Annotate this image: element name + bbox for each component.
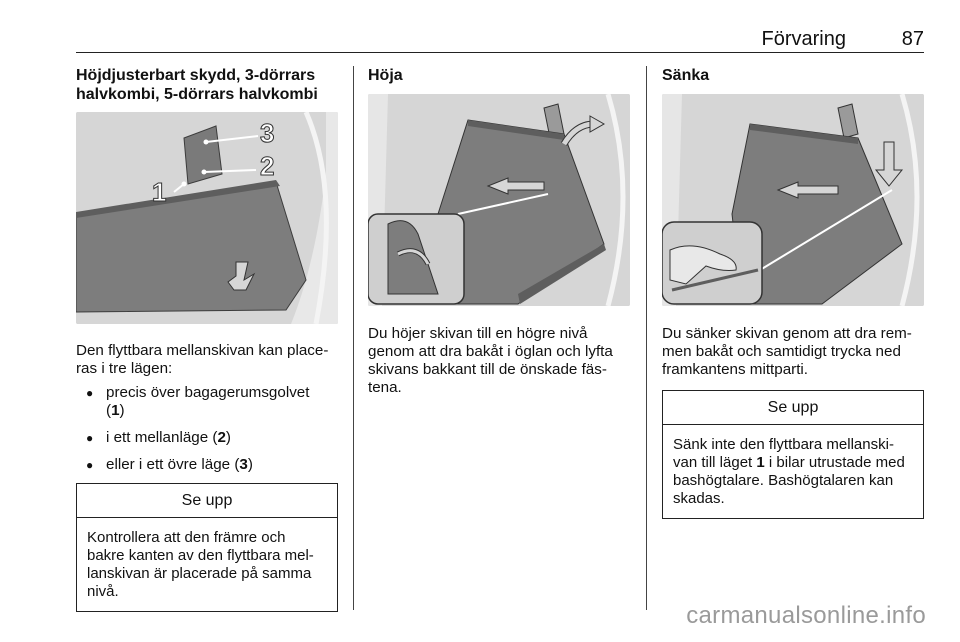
- text-line: nivå.: [87, 583, 119, 600]
- cargo-shelf-positions-illustration: [76, 112, 338, 324]
- caution-text: [77, 518, 337, 611]
- caution-box: [76, 483, 338, 612]
- raise-instructions: [368, 325, 630, 397]
- text-line: bashögtalare. Bashögtalaren kan: [673, 472, 894, 489]
- list-item: [76, 429, 338, 447]
- list-item: [76, 384, 338, 420]
- text-line: eller i ett övre läge (: [106, 456, 240, 473]
- position-number: 1: [756, 454, 765, 471]
- text-line: Sänk inte den flyttbara mellanski-: [673, 436, 894, 453]
- column-divider: [353, 66, 354, 610]
- text-line: bakre kanten av den flyttbara mel-: [87, 547, 314, 564]
- page-number: 87: [901, 28, 924, 50]
- column-middle: [368, 66, 630, 397]
- caution-title: Se upp: [77, 484, 337, 518]
- callout-2: 2: [260, 151, 275, 181]
- text-line: i bilar utrustade med: [764, 454, 905, 471]
- text-line: framkantens mittparti.: [662, 361, 809, 378]
- lower-shelf-illustration-svg: [662, 94, 924, 306]
- text-line: ): [225, 429, 231, 446]
- column-left: [76, 66, 338, 612]
- section-title: Förvaring: [761, 28, 846, 50]
- list-item: [76, 456, 338, 474]
- text-line: lanskivan är placerade på samma: [87, 565, 312, 582]
- text-line: i ett mellanläge (: [106, 429, 218, 446]
- text-line: Du sänker skivan genom att dra rem-: [662, 325, 912, 342]
- heading-line: Höjdjusterbart skydd, 3-dörrars: [76, 67, 316, 84]
- caution-title: Se upp: [663, 391, 923, 425]
- text-line: ras i tre lägen:: [76, 360, 173, 377]
- text-line: Kontrollera att den främre och: [87, 529, 286, 546]
- text-line: van till läget: [673, 454, 757, 471]
- lower-instructions: [662, 325, 924, 379]
- position-number: 3: [239, 456, 248, 473]
- text-line: Du höjer skivan till en högre nivå: [368, 325, 588, 342]
- column-divider: [646, 66, 647, 610]
- text-line: precis över bagagerumsgolvet: [106, 384, 310, 401]
- page-header: [76, 28, 924, 53]
- intro-text: [76, 342, 338, 378]
- text-line: ): [119, 402, 125, 419]
- cargo-shelf-positions-illustration-svg: [76, 112, 338, 324]
- position-number: 2: [217, 429, 226, 446]
- text-line: genom att dra bakåt i öglan och lyfta: [368, 343, 613, 360]
- text-line: ): [247, 456, 253, 473]
- text-line: men bakåt och samtidigt trycka ned: [662, 343, 901, 360]
- raise-shelf-illustration: [368, 94, 630, 306]
- raise-shelf-illustration-svg: [368, 94, 630, 306]
- callout-1: 1: [152, 177, 167, 207]
- caution-text: [663, 425, 923, 518]
- text-line: Den flyttbara mellanskivan kan place-: [76, 342, 329, 359]
- heading-line: halvkombi, 5-dörrars halvkombi: [76, 86, 318, 103]
- lower-shelf-illustration: [662, 94, 924, 306]
- position-number: 1: [111, 402, 120, 419]
- text-line: skivans bakkant till de önskade fäs-: [368, 361, 607, 378]
- text-line: (: [106, 402, 112, 419]
- section-heading: Höja: [368, 67, 403, 84]
- section-heading: Sänka: [662, 67, 710, 84]
- watermark: carmanualsonline.info: [686, 602, 926, 629]
- text-line: skadas.: [673, 490, 725, 507]
- column-right: [662, 66, 924, 519]
- section-heading: [76, 66, 338, 104]
- position-list: [76, 384, 338, 474]
- caution-box: [662, 390, 924, 519]
- text-line: tena.: [368, 379, 402, 396]
- callout-3: 3: [260, 118, 275, 148]
